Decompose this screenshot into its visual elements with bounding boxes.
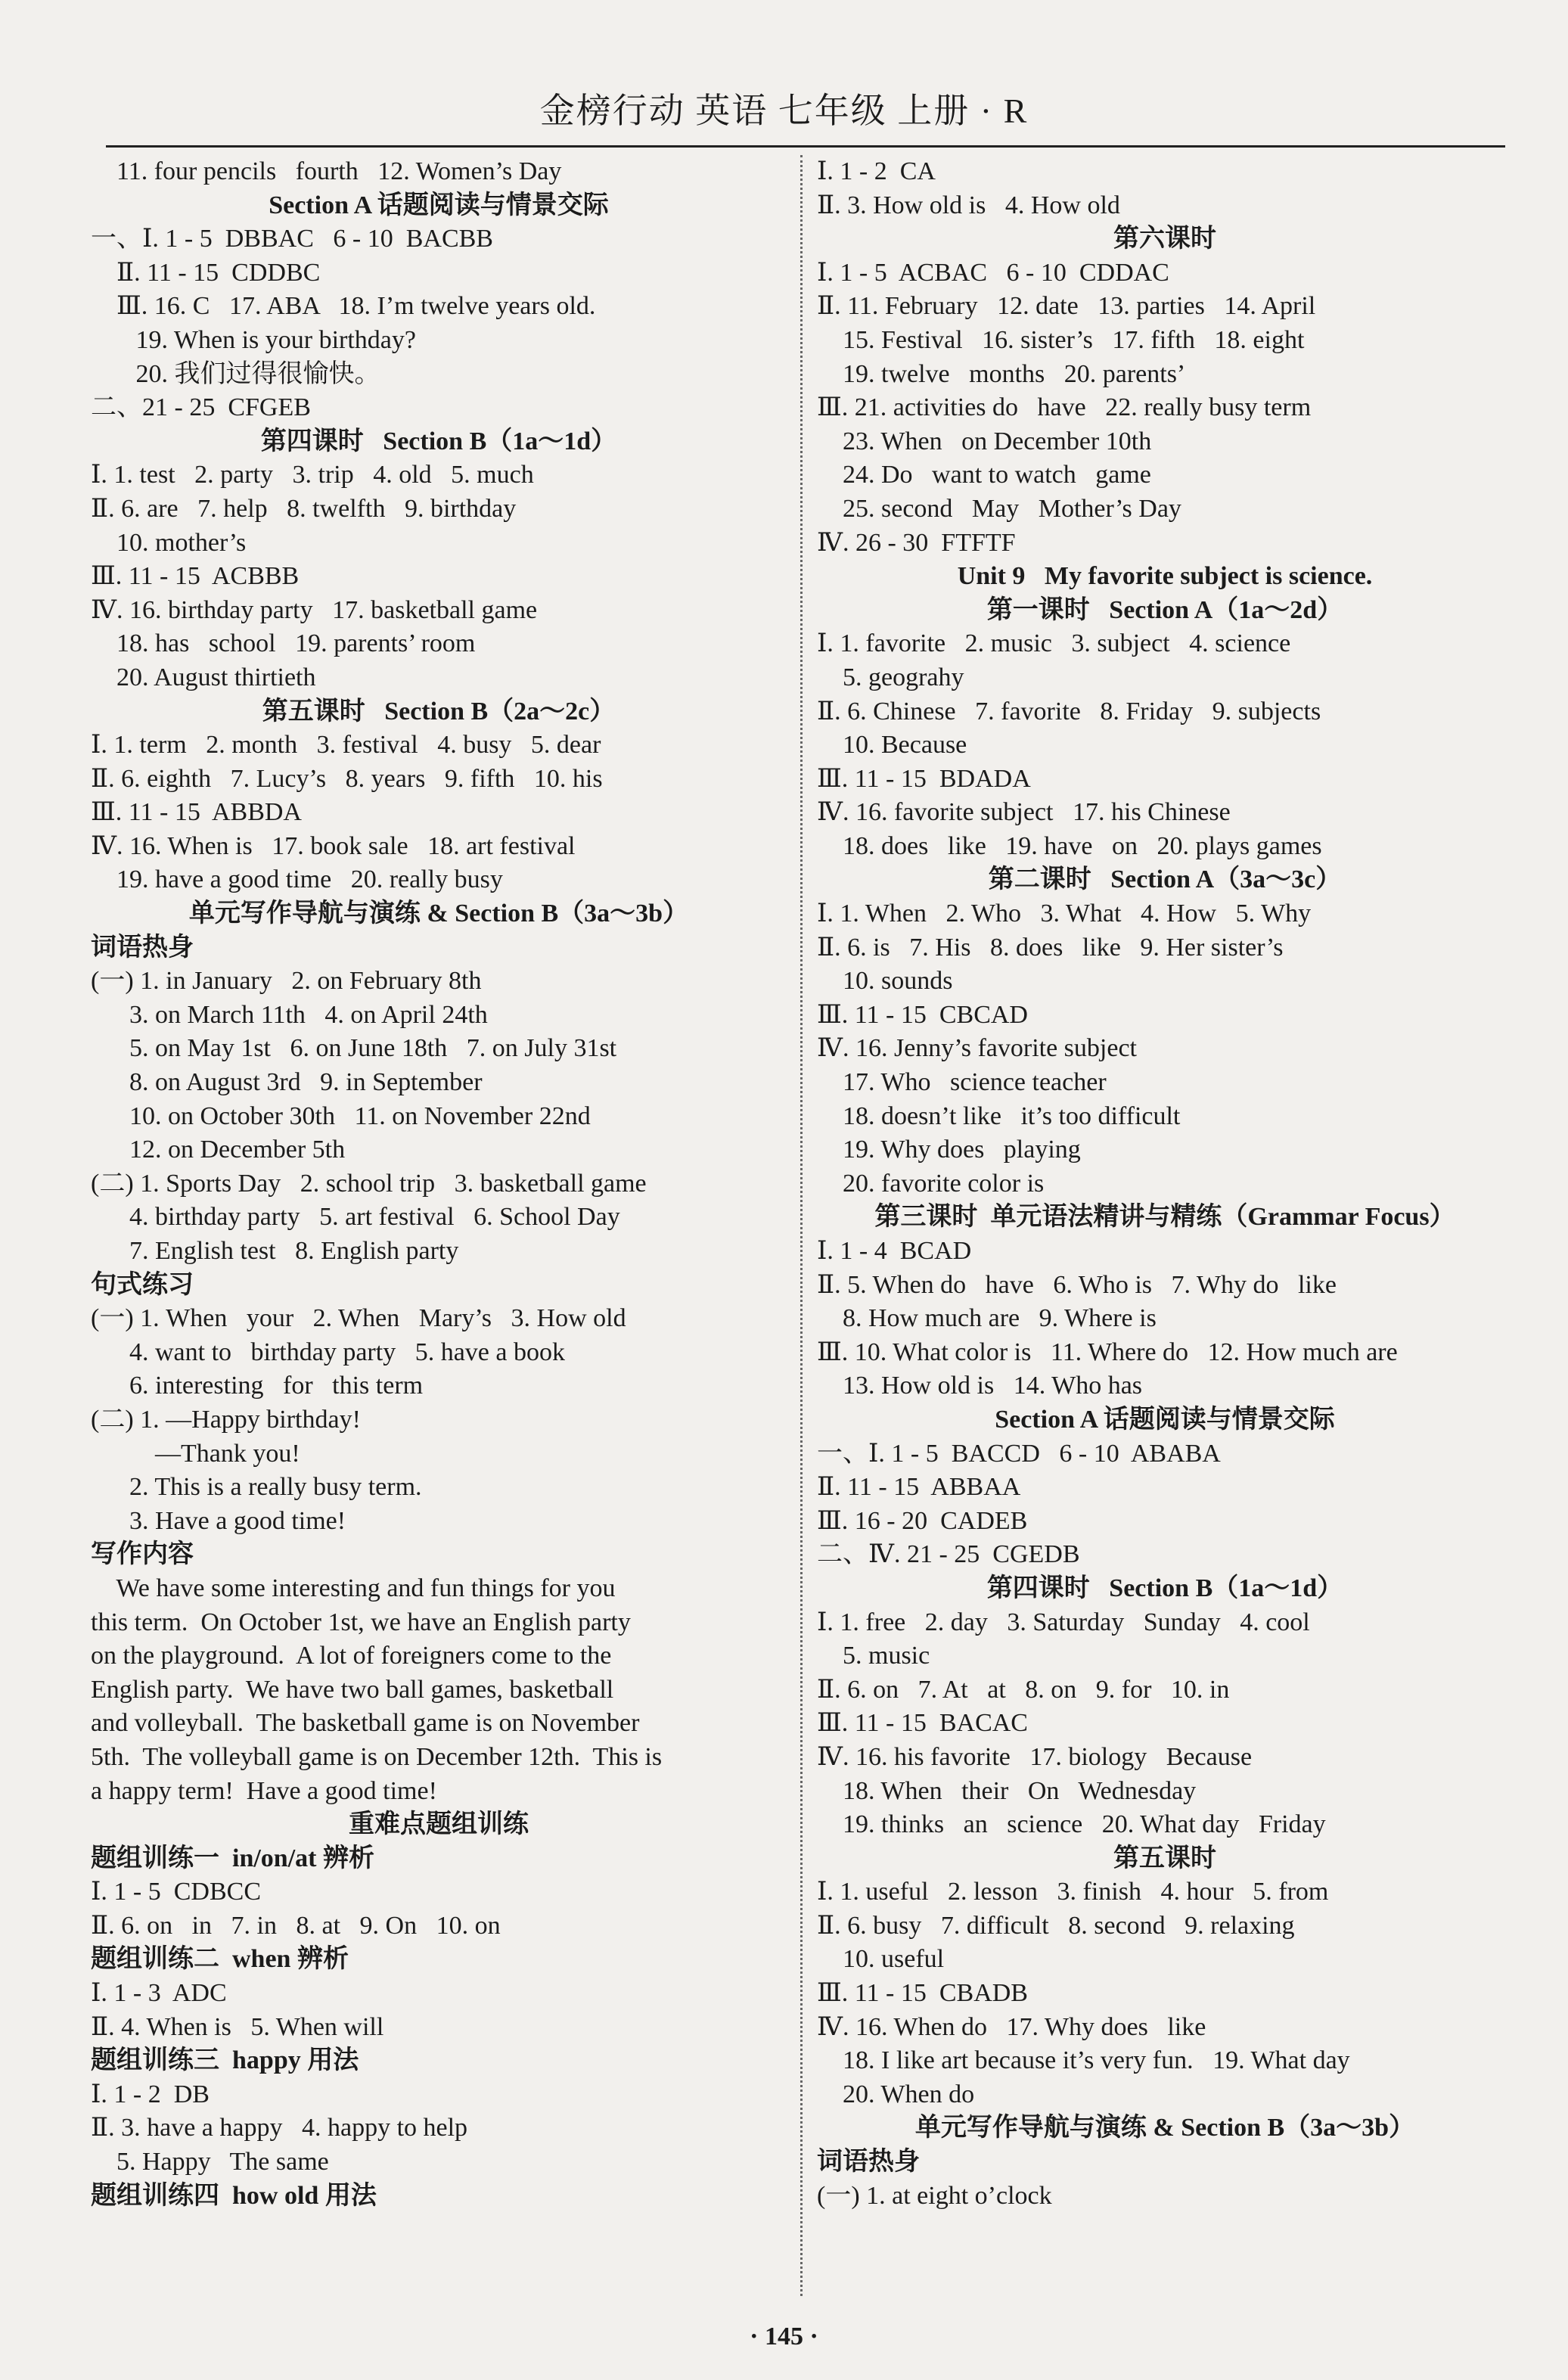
answer-line: 12. on December 5th — [91, 1136, 346, 1164]
answer-line: 10. sounds — [817, 967, 953, 996]
answer-line: 10. mother’s — [91, 528, 247, 557]
section-heading: 第五课时 Section B（2a～2c） — [262, 697, 616, 725]
answer-line: 8. How much are 9. Where is — [817, 1304, 1157, 1333]
answer-line: We have some interesting and fun things for you — [91, 1574, 616, 1602]
answer-line: Ⅱ. 6. are 7. help 8. twelfth 9. birthday — [91, 494, 517, 523]
answer-line: 19. When is your birthday? — [91, 325, 416, 354]
answer-line: 6. interesting for this term — [91, 1372, 424, 1400]
answer-line: Ⅰ. 1 - 4 BCAD — [817, 1237, 972, 1265]
answer-line: Ⅰ. 1. favorite 2. music 3. subject 4. science — [817, 629, 1291, 658]
answer-line: 18. When their On Wednesday — [817, 1776, 1197, 1805]
answer-line: 3. Have a good time! — [91, 1506, 346, 1535]
answer-line: Ⅲ. 11 - 15 BDADA — [817, 764, 1031, 793]
answer-line: and volleyball. The basketball game is on November — [91, 1709, 640, 1738]
answer-line: 19. Why does playing — [817, 1136, 1081, 1164]
subsection-heading: 题组训练一 in/on/at 辨析 — [91, 1844, 374, 1872]
answer-line: (一) 1. at eight o’clock — [817, 2181, 1052, 2210]
answer-line: 4. birthday party 5. art festival 6. School Day — [91, 1203, 620, 1232]
answer-line: Ⅰ. 1 - 5 CDBCC — [91, 1878, 262, 1906]
answer-line: 20. 我们过得很愉快。 — [91, 359, 380, 388]
answer-line: Ⅰ. 1. free 2. day 3. Saturday Sunday 4. cool — [817, 1608, 1310, 1636]
answer-line: 19. thinks an science 20. What day Friday — [817, 1810, 1326, 1839]
answer-line: Ⅱ. 3. How old is 4. How old — [817, 191, 1120, 219]
answer-line: on the playground. A lot of foreigners come to the — [91, 1642, 612, 1670]
answer-line: Ⅳ. 16. favorite subject 17. his Chinese — [817, 798, 1231, 827]
section-heading: 第四课时 Section B（1a～1d） — [986, 1574, 1343, 1602]
answer-line: —Thank you! — [91, 1439, 300, 1468]
section-heading: 第二课时 Section A（3a～3c） — [988, 865, 1342, 894]
answer-line: Ⅳ. 16. When is 17. book sale 18. art festival — [91, 831, 576, 860]
answer-line: Ⅰ. 1 - 2 CA — [817, 157, 936, 185]
answer-line: Ⅰ. 1 - 2 DB — [91, 2080, 210, 2108]
section-heading: 单元写作导航与演练 & Section B（3a～3b） — [914, 2114, 1415, 2142]
subsection-heading: 词语热身 — [91, 933, 194, 962]
left-answer-column — [91, 155, 787, 2213]
section-heading: 第四课时 Section B（1a～1d） — [260, 427, 617, 455]
answer-line: Ⅱ. 6. eighth 7. Lucy’s 8. years 9. fifth 10. his — [91, 764, 603, 793]
section-heading: 第六课时 — [1113, 225, 1216, 253]
answer-line: Ⅱ. 5. When do have 6. Who is 7. Why do like — [817, 1270, 1337, 1299]
answer-line: 24. Do want to watch game — [817, 461, 1151, 489]
answer-line: Ⅱ. 11 - 15 CDDBC — [91, 258, 321, 287]
answer-line: Ⅲ. 11 - 15 CBADB — [817, 1979, 1028, 2008]
answer-line: 20. August thirtieth — [91, 663, 316, 691]
answer-line: 一、Ⅰ. 1 - 5 BACCD 6 - 10 ABABA — [817, 1439, 1221, 1468]
answer-line: 二、Ⅳ. 21 - 25 CGEDB — [817, 1540, 1080, 1569]
answer-line: Ⅰ. 1 - 3 ADC — [91, 1979, 227, 2008]
section-heading: Unit 9 My favorite subject is science. — [957, 562, 1373, 591]
answer-line: 23. When on December 10th — [817, 427, 1152, 455]
answer-line: 5. on May 1st 6. on June 18th 7. on July 31st — [91, 1034, 617, 1063]
answer-line: 18. I like art because it’s very fun. 19. What day — [817, 2046, 1350, 2075]
section-heading: 第三课时 单元语法精讲与精练（Grammar Focus） — [874, 1203, 1455, 1232]
answer-line: 5th. The volleyball game is on December 12th. This is — [91, 1742, 663, 1771]
answer-line: 19. twelve months 20. parents’ — [817, 359, 1186, 388]
page-number: · 145 · — [750, 2323, 818, 2350]
answer-line: 10. useful — [817, 1945, 945, 1974]
answer-line: 7. English test 8. English party — [91, 1237, 459, 1265]
answer-line: Ⅲ. 11 - 15 ACBBB — [91, 562, 300, 591]
subsection-heading: 题组训练二 when 辨析 — [91, 1945, 349, 1974]
answer-line: Ⅰ. 1. term 2. month 3. festival 4. busy 5. dear — [91, 731, 601, 760]
answer-line: Ⅲ. 11 - 15 BACAC — [817, 1709, 1028, 1738]
header-rule — [106, 145, 1505, 148]
answer-line: English party. We have two ball games, basketball — [91, 1675, 614, 1704]
answer-line: 20. When do — [817, 2080, 975, 2108]
answer-line: (一) 1. in January 2. on February 8th — [91, 967, 482, 996]
answer-line: 4. want to birthday party 5. have a book — [91, 1338, 565, 1366]
answer-line: Ⅳ. 16. his favorite 17. biology Because — [817, 1742, 1253, 1771]
answer-line: Ⅱ. 6. busy 7. difficult 8. second 9. relaxing — [817, 1911, 1295, 1940]
answer-line: 5. Happy The same — [91, 2148, 329, 2176]
answer-line: Ⅲ. 10. What color is 11. Where do 12. How much are — [817, 1338, 1398, 1366]
subsection-heading: 词语热身 — [817, 2148, 920, 2176]
subsection-heading: 句式练习 — [91, 1270, 194, 1299]
section-heading: 第一课时 Section A（1a～2d） — [986, 595, 1343, 624]
answer-line: Ⅲ. 21. activities do have 22. really busy term — [817, 393, 1312, 422]
answer-line: Ⅲ. 11 - 15 CBCAD — [817, 1000, 1028, 1029]
answer-line: Ⅰ. 1. When 2. Who 3. What 4. How 5. Why — [817, 899, 1312, 928]
section-heading: 第五课时 — [1113, 1844, 1216, 1872]
answer-line: 13. How old is 14. Who has — [817, 1372, 1143, 1400]
section-heading: Section A 话题阅读与情景交际 — [995, 1405, 1335, 1434]
answer-line: 20. favorite color is — [817, 1169, 1045, 1198]
answer-line: Ⅱ. 6. on in 7. in 8. at 9. On 10. on — [91, 1911, 501, 1940]
subsection-heading: 题组训练三 happy 用法 — [91, 2046, 359, 2075]
answer-line: Ⅲ. 11 - 15 ABBDA — [91, 798, 302, 827]
answer-line: 5. music — [817, 1642, 930, 1670]
answer-line: 18. doesn’t like it’s too difficult — [817, 1101, 1181, 1130]
column-divider — [800, 155, 803, 2296]
answer-line: Ⅱ. 6. on 7. At at 8. on 9. for 10. in — [817, 1675, 1230, 1704]
answer-line: 25. second May Mother’s Day — [817, 494, 1181, 523]
answer-line: 2. This is a really busy term. — [91, 1473, 422, 1502]
answer-line: Ⅱ. 4. When is 5. When will — [91, 2012, 384, 2041]
answer-line: 18. has school 19. parents’ room — [91, 629, 476, 658]
answer-line: 11. four pencils fourth 12. Women’s Day — [91, 157, 562, 185]
answer-line: Ⅳ. 16. birthday party 17. basketball game — [91, 595, 538, 624]
answer-line: Ⅱ. 3. have a happy 4. happy to help — [91, 2114, 468, 2142]
answer-line: Ⅳ. 26 - 30 FTFTF — [817, 528, 1016, 557]
section-heading: 重难点题组训练 — [349, 1810, 529, 1839]
answer-line: Ⅲ. 16 - 20 CADEB — [817, 1506, 1028, 1535]
answer-line: this term. On October 1st, we have an English party — [91, 1608, 631, 1636]
answer-line: Ⅳ. 16. Jenny’s favorite subject — [817, 1034, 1137, 1063]
answer-line: (一) 1. When your 2. When Mary’s 3. How old — [91, 1304, 626, 1333]
answer-line: 5. geograhy — [817, 663, 964, 691]
answer-line: 18. does like 19. have on 20. plays games — [817, 831, 1322, 860]
answer-line: 10. Because — [817, 731, 967, 760]
answer-line: Ⅰ. 1. useful 2. lesson 3. finish 4. hour 5. from — [817, 1878, 1329, 1906]
answer-line: Ⅱ. 6. is 7. His 8. does like 9. Her sister’s — [817, 933, 1284, 962]
answer-line: Ⅱ. 11. February 12. date 13. parties 14. April — [817, 292, 1316, 321]
answer-line: 8. on August 3rd 9. in September — [91, 1068, 483, 1097]
section-heading: Section A 话题阅读与情景交际 — [269, 191, 609, 219]
page-header-title: 金榜行动 英语 七年级 上册 · R — [539, 92, 1029, 130]
answer-line: a happy term! Have a good time! — [91, 1776, 437, 1805]
subsection-heading: 写作内容 — [91, 1540, 194, 1569]
answer-line: (二) 1. —Happy birthday! — [91, 1405, 361, 1434]
subsection-heading: 题组训练四 how old 用法 — [91, 2181, 377, 2210]
answer-line: 3. on March 11th 4. on April 24th — [91, 1000, 488, 1029]
answer-line: 一、Ⅰ. 1 - 5 DBBAC 6 - 10 BACBB — [91, 225, 493, 253]
answer-line: Ⅲ. 16. C 17. ABA 18. I’m twelve years old. — [91, 292, 596, 321]
answer-line: (二) 1. Sports Day 2. school trip 3. basketball game — [91, 1169, 647, 1198]
answer-line: Ⅱ. 11 - 15 ABBAA — [817, 1473, 1021, 1502]
answer-line: Ⅰ. 1 - 5 ACBAC 6 - 10 CDDAC — [817, 258, 1169, 287]
answer-line: 二、21 - 25 CFGEB — [91, 393, 311, 422]
right-answer-column — [817, 155, 1513, 2213]
answer-line: 10. on October 30th 11. on November 22nd — [91, 1101, 591, 1130]
answer-line: Ⅳ. 16. When do 17. Why does like — [817, 2012, 1206, 2041]
answer-line: 15. Festival 16. sister’s 17. fifth 18. eight — [817, 325, 1305, 354]
answer-line: Ⅰ. 1. test 2. party 3. trip 4. old 5. much — [91, 461, 534, 489]
answer-line: 17. Who science teacher — [817, 1068, 1107, 1097]
answer-line: Ⅱ. 6. Chinese 7. favorite 8. Friday 9. subjects — [817, 697, 1321, 725]
section-heading: 单元写作导航与演练 & Section B（3a～3b） — [188, 899, 689, 928]
answer-line: 19. have a good time 20. really busy — [91, 865, 503, 894]
